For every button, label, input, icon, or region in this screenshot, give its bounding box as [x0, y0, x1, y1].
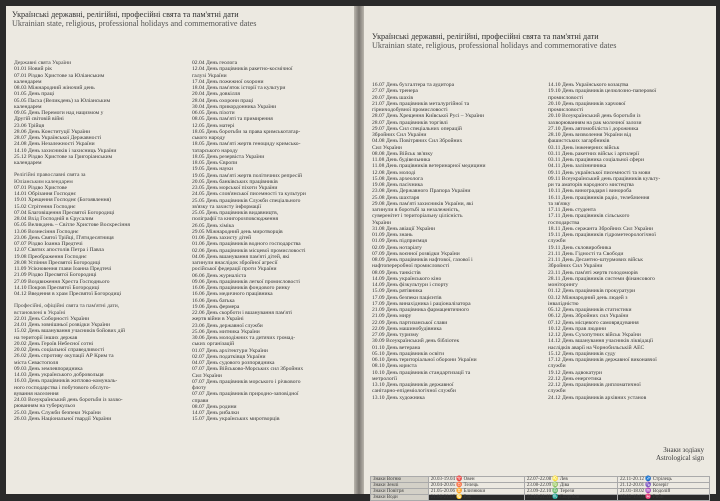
zodiac-sign-cell: 23.08-22.09 ♍ Діва: [524, 483, 617, 489]
date-entry: ного господарства і побутового обслуго-: [14, 384, 111, 391]
date-entry: Сил України: [372, 144, 402, 151]
date-entry: 04.11 День залізничника: [548, 163, 607, 170]
section-heading: Державні свята України: [14, 60, 72, 66]
date-entry: 30.09 Всеукраїнський день бібліотек: [372, 338, 460, 345]
date-entry: 03.12 Міжнародний день людей з: [548, 294, 628, 301]
zodiac-sign-cell: 23.10-21.11 ♏ Скорпіон: [524, 495, 617, 501]
date-entry: 08.10 День юриста: [372, 363, 417, 370]
date-entry: 10.10 День працівників стандартизації та: [372, 369, 471, 376]
zodiac-sign-cell: 21.05-20.06 ♊ Близнюки: [428, 489, 524, 495]
date-entry: 17.09 День винахідника і раціоналізатора: [372, 300, 471, 307]
zodiac-sign-cell: 22.11-20.12 ♐ Стрілець: [618, 477, 710, 483]
date-entry: 22.01 День Соборності України: [14, 315, 90, 322]
date-entry: 19.01 Хрещення Господнє (Богоявлення): [14, 197, 112, 204]
date-entry: 31.08 День авіації України: [372, 225, 435, 232]
date-entry: галузі України: [192, 72, 227, 79]
date-entry: 14.10 День Українського козацтва: [548, 82, 629, 88]
date-entry: ського народу: [192, 135, 226, 141]
date-entry: інвалідністю: [548, 300, 579, 307]
zodiac-element-label: Знаки Землі: [371, 483, 429, 489]
date-entry: загинули в боротьбі за незалежність,: [372, 207, 460, 213]
date-entry: господарства: [548, 219, 580, 226]
date-entry: 06.06 День журналіста: [192, 272, 247, 279]
date-entry: Сил України: [192, 372, 222, 379]
date-entry: 20.10 Всеукраїнський день боротьби із: [548, 113, 641, 120]
date-entry: 18.04 День пам'яток історії та культури: [192, 85, 286, 91]
date-entry: Другій світовій війні: [14, 116, 64, 123]
date-entry: флоту: [192, 385, 207, 391]
section-heading: Релігійні православні свята за: [14, 172, 86, 179]
date-entry: 22.09 День машинобудівника: [372, 325, 442, 332]
date-entry: 04.12 Введення в храм Пресвятої Богородиці: [14, 291, 122, 297]
date-entry: 09.05 День Перемоги над нацизмом у: [14, 110, 104, 116]
date-entry: вування населення: [14, 390, 59, 397]
date-entry: 01.09 День знань: [372, 232, 413, 238]
date-entry: наслідків аварії на Чорнобильській АЕС: [548, 344, 645, 351]
date-entry: 14.09 День фізкультури і спорту: [372, 282, 449, 288]
date-entry: служби: [548, 238, 566, 245]
date-entry: 01.10 День ветерана: [372, 344, 421, 351]
header-title-ua: Українські державні, релігійні, професійні свята та пам'ятні дати: [12, 10, 239, 19]
section-heading: Юліанським календарем: [14, 178, 73, 185]
date-entry: поліграфії та книгорозповсюдження: [192, 216, 279, 223]
date-entry: 11.08 День будівельника: [372, 157, 431, 163]
date-entry: 28.07 День Української Державності: [14, 135, 102, 141]
date-entry: ських організацій: [192, 341, 235, 348]
date-entry: 12.12 День Сухопутних військ України: [548, 332, 641, 338]
date-entry: 25.03 День Служби безпеки України: [14, 409, 101, 416]
date-entry: рюванням на туберкульоз: [14, 403, 76, 410]
date-entry: 15.02 День вшанування учасників бойових дій: [14, 328, 126, 335]
date-entry: 16.06 День батька: [192, 297, 235, 304]
date-entry: 02.06 День працівників місцевої промисловості: [192, 247, 306, 254]
date-entry: 17.11 День працівників сільського: [548, 213, 630, 220]
zodiac-row: [371, 495, 710, 501]
date-entry: Збройних Сил України: [548, 263, 603, 270]
date-entry: 01.06 День працівників водного господарства: [192, 241, 301, 248]
date-entry: 19.08 Преображення Господнє: [14, 253, 87, 260]
date-entry: татарського народу: [192, 147, 238, 154]
date-entry: 17.12 День працівників державної виконавчої: [548, 357, 657, 363]
date-entry: та зв'язку: [548, 200, 571, 207]
right-page-header: [372, 32, 708, 50]
date-entry: 09.03 День землевпорядника: [14, 365, 83, 372]
date-entry: 01.01 Новий рік: [14, 66, 52, 73]
date-entry: 07.04 Благовіщення Пресвятої Богородиці: [14, 209, 115, 216]
zodiac-sign-cell: 21.06-21.07 ♋ Рак: [428, 495, 524, 501]
date-entry: 09.06 День працівників легкої промисловості: [192, 278, 300, 285]
date-entry: промисловості: [548, 107, 584, 113]
header-title-en: Ukrainian state, religious, professional holidays and commemorative dates: [372, 41, 617, 50]
date-entry: 27.09 Воздвиження Хреста Господнього: [14, 278, 110, 285]
date-entry: 29.05 Міжнародний день миротворців: [192, 228, 283, 235]
date-entry: 25.05 День працівників видавництв,: [192, 210, 279, 216]
date-entry: 07.07 День Військово-Морських сил Збройних: [192, 366, 304, 373]
date-entry: 04.06 День вшанування пам'яті дітей, які: [192, 253, 290, 260]
date-entry: 09.11 День української писемності та мови: [548, 169, 651, 176]
zodiac-title-ua: Знаки зодіаку: [663, 446, 704, 454]
date-entry: 23.06 День Святої Трійці, П'ятидесятниця: [14, 234, 114, 241]
date-entry: 21.09 Різдво Пресвятої Богородиці: [14, 272, 97, 279]
date-entry: 15.07 День українських миротворців: [192, 416, 280, 423]
date-entry: 12.07 Святих апостолів Петра і Павла: [14, 247, 104, 254]
date-entry: 23.11 День пам'яті жертв голодоморів: [548, 269, 638, 276]
date-entry: 06.05 День піхоти: [192, 110, 235, 116]
date-entry: 07.07 Різдво Іоанна Предтечі: [14, 241, 83, 247]
zodiac-title-en: Astrological sign: [655, 454, 704, 462]
zodiac-sign-cell: 20.04-20.05 ♉ Телець: [428, 483, 524, 489]
left-page-header: [12, 10, 348, 28]
date-entry: 29.07 День Сил спеціальних операцій: [372, 125, 462, 132]
date-entry: 17.09 День безпеки пацієнтів: [372, 294, 442, 301]
date-entry: 28.11 День працівників системи фінансового: [548, 275, 655, 282]
date-entry: 22.06 День скорботи і вшанування пам'яті: [192, 310, 292, 316]
date-entry: 27.09 День туризму: [372, 332, 419, 338]
date-entry: 20.02 День соціальної справедливості: [14, 347, 105, 353]
date-entry: 18.11 День сержанта Збройних Сил України: [548, 225, 653, 232]
date-entry: 15.02 Стрітення Господнє: [14, 203, 76, 210]
date-entry: 02.09 День нотаріату: [372, 244, 422, 251]
date-entry: календарем: [14, 78, 42, 85]
date-entry: 16.03 День працівників житлово-комуналь-: [14, 378, 118, 385]
date-entry: 22.09 День партизанської слави: [372, 319, 448, 326]
date-entry: 28.08 Успіння Пресвятої Богородиці: [14, 259, 101, 266]
date-entry: 08.08 День Військ зв'язку: [372, 150, 433, 157]
zodiac-table: [370, 476, 710, 501]
date-entry: 20.04 День довкілля: [192, 91, 241, 98]
date-entry: 09.11 Всеукраїнський день працівників культу-: [548, 175, 661, 182]
zodiac-sign-cell: 23.09-22.10 ♎ Терези: [524, 489, 617, 495]
right-column-1: [372, 82, 542, 401]
date-entry: 01.12 День працівників прокуратури: [548, 288, 636, 295]
date-entry: 01.07 День архітектури України: [192, 347, 268, 354]
date-entry: російської федерації проти України: [192, 266, 277, 273]
date-entry: календарем: [14, 160, 42, 166]
zodiac-sign-cell: 19.02-19.03 ♓ Риби: [618, 495, 710, 501]
zodiac-sign-cell: 22.07-22.08 ♌ Лев: [524, 477, 617, 483]
date-entry: гірничодобувної промисловості: [372, 107, 448, 113]
date-entry: 30.06 День молодіжних та дитячих громад-: [192, 335, 296, 341]
date-entry: України: [372, 219, 392, 226]
date-entry: служби: [548, 388, 566, 395]
date-entry: промисловості: [548, 94, 584, 101]
date-entry: 04.08 День Повітряних Сил Збройних: [372, 138, 463, 145]
date-entry: 24.01 День зовнішньої розвідки України: [14, 322, 111, 328]
date-entry: 06.10 День територіальної оборони України: [372, 357, 477, 363]
date-entry: 17.04 День пожежної охорони: [192, 78, 264, 85]
date-entry: календарем: [14, 103, 42, 110]
zodiac-element-label: Знаки Повітря: [371, 489, 429, 495]
date-entry: 12.05 День матері: [192, 122, 235, 129]
date-entry: 07.09 День воєнної розвідки України: [372, 250, 460, 257]
date-entry: 18.05 День Європи: [192, 160, 238, 166]
date-entry: 03.11 День інженерних військ: [548, 144, 620, 151]
date-entry: суверенітет і територіальну цілісність: [372, 213, 463, 220]
date-entry: 24.03 Всеукраїнський день боротьби із захво-: [14, 397, 123, 403]
date-entry: 25.12 Різдво Христове за Григоріанським: [14, 153, 113, 160]
date-entry: метрології: [372, 375, 398, 382]
date-entry: 24.05 День слов'янської писемності та культури: [192, 191, 306, 198]
date-entry: 05.05 Пасха (Великдень) за Юліанським: [14, 97, 111, 104]
date-entry: фашистських загарбників: [548, 138, 610, 145]
date-entry: 05.12 День працівників статистики: [548, 307, 632, 313]
date-entry: 23.05 День морської піхоти України: [192, 185, 278, 191]
date-entry: зв'язку та захисту інформації: [192, 203, 262, 210]
header-title-ua: Українські державні, релігійні, професійні свята та пам'ятні дати: [372, 32, 599, 41]
date-entry: 26.05 День хіміка: [192, 222, 234, 229]
date-entry: 14.10 День захисників і захисниць України: [14, 147, 117, 154]
date-entry: загинули внаслідок збройної агресії: [192, 260, 278, 266]
date-entry: моніторингу: [548, 282, 578, 288]
date-entry: міста Севастополя: [14, 359, 59, 366]
date-entry: 14.07 День рибалки: [192, 410, 239, 416]
date-entry: 01.05 День праці: [14, 91, 55, 98]
date-entry: 19.12 День адвокатури: [548, 369, 602, 376]
date-entry: ри та аматорів народного мистецтва: [548, 182, 634, 188]
date-entry: 18.05 День боротьби за права кримськотатар-: [192, 128, 301, 135]
date-entry: 07.07 День працівників морського і річкового: [192, 378, 301, 385]
zodiac-title: [656, 446, 704, 462]
date-entry: 26.02 День спротиву окупації АР Крим та: [14, 353, 114, 360]
date-entry: 21.07 День працівників металургійної та: [372, 100, 470, 107]
date-entry: 15.12 День працівників суду: [548, 350, 616, 357]
date-entry: 05.10 День працівників освіти: [372, 350, 445, 357]
header-title-en: Ukrainian state, religious, professional holidays and commemorative dates: [12, 19, 257, 28]
date-entry: 28.07 День Хрещення Київської Русі – України: [372, 113, 485, 120]
date-entry: 13.10 День художника: [372, 394, 425, 401]
date-entry: 08.05 День пам'яті та примирення: [192, 116, 273, 123]
date-entry: 28.04 Вхід Господній в Єрусалим: [14, 216, 94, 222]
date-entry: 21.09 День миру: [372, 313, 412, 320]
date-entry: нафтопереробної промисловості: [372, 263, 450, 270]
date-entry: на території інших держав: [14, 334, 78, 341]
section-heading: Професійні, офіційні свята та пам'ятні дати,: [14, 303, 120, 310]
date-entry: 01.06 День захисту дітей: [192, 235, 252, 241]
date-entry: 07.12 День місцевого самоврядування: [548, 319, 639, 326]
date-entry: 06.12 День Збройних сил України: [548, 313, 629, 320]
date-entry: 24.08 День Незалежності України: [14, 141, 95, 148]
left-column-1: [14, 60, 182, 422]
left-column-2: [192, 60, 352, 423]
date-entry: 16.06 День медичного працівника: [192, 291, 273, 298]
date-entry: 25.08 День шахтаря: [372, 194, 420, 201]
date-entry: 28.10 День визволення України від: [548, 132, 632, 138]
date-entry: 19.08 День пасічника: [372, 182, 423, 188]
zodiac-sign-cell: 20.03-19.04 ♈ Овен: [428, 477, 524, 483]
date-entry: 02.07 День податківця України: [192, 353, 266, 360]
date-entry: 27.07 День тренера: [372, 88, 418, 95]
date-entry: 21.09 День працівника фармацевтичного: [372, 307, 470, 313]
date-entry: 30.04 День прикордонника України: [192, 103, 277, 110]
date-entry: 03.11 День ракетних військ і артилерії: [548, 150, 640, 157]
date-entry: 08.09 День танкістів: [372, 269, 421, 276]
date-entry: 08.03 Міжнародний жіночий день: [14, 85, 95, 91]
date-entry: 14.12 День вшанування учасників ліквідації: [548, 338, 654, 345]
date-entry: 12.08 День молоді: [372, 169, 416, 176]
date-entry: 05.05 Великдень – Світле Христове Воскресіння: [14, 222, 130, 229]
book-spine: [354, 6, 364, 494]
date-entry: 15.09 День рятівника: [372, 288, 423, 295]
date-entry: 21.11 День Гідності та Свободи: [548, 250, 624, 257]
date-entry: 08.07 День родини: [192, 403, 237, 410]
date-entry: 07.07 День працівників природно-заповідної: [192, 391, 299, 398]
date-entry: служби: [548, 363, 566, 370]
date-entry: 19.05 День пам'яті жертв політичних репресій: [192, 172, 302, 179]
date-entry: 17.11 День студента: [548, 207, 596, 213]
date-entry: 25.05 День працівників Служби спеціального: [192, 197, 301, 204]
date-entry: 29.08 День пам'яті захисників України, які: [372, 200, 474, 207]
zodiac-element-label: Знаки Вогню: [371, 477, 429, 483]
date-entry: 11.09 Усікновення глави Іоанна Предтечі: [14, 266, 112, 272]
date-entry: 08.09 День працівників нафтової, газової і: [372, 257, 473, 263]
date-entry: справи: [192, 397, 209, 404]
date-entry: 18.05 День резервіста України: [192, 153, 265, 160]
zodiac-sign-cell: 21.01-18.02 ♒ Водолій: [618, 489, 710, 495]
date-entry: 10.12 День прав людини: [548, 325, 607, 332]
date-entry: 07.01 Різдво Христове за Юліанським: [14, 72, 105, 79]
date-entry: 18.05 День пам'яті жертв геноциду кримсько-: [192, 141, 301, 148]
date-entry: 13.10 День працівників державної: [372, 382, 454, 388]
date-entry: 20.05 День банківських працівників: [192, 178, 278, 185]
date-entry: 04.07 День судового розпорядника: [192, 360, 275, 366]
zodiac-element-label: Знаки Води: [371, 495, 429, 501]
date-entry: 28.06 День Конституції України: [14, 128, 91, 135]
date-entry: 24.12 День працівників архівних установ: [548, 394, 647, 401]
date-entry: 28.07 День працівників торгівлі: [372, 119, 448, 126]
date-entry: Збройних Сил України: [372, 132, 427, 138]
date-entry: 20.07 День шахів: [372, 94, 414, 101]
right-column-2: [548, 82, 712, 401]
date-entry: 19.10 День працівників целюлозно-паперової: [548, 88, 657, 95]
date-entry: 12.04 День працівників ракетно-космічної: [192, 66, 293, 73]
date-entry: 20.02 День Героїв Небесної сотні: [14, 340, 94, 347]
date-entry: 19.05 День науки: [192, 166, 233, 173]
date-entry: 20.10 День працівників харчової: [548, 100, 626, 107]
date-entry: 23.06 День державної служби: [192, 322, 263, 329]
date-entry: 07.01 Різдво Христове: [14, 184, 67, 191]
section-heading: встановлені в Україні: [14, 309, 66, 316]
left-page: [6, 6, 354, 494]
date-entry: 11.08 День працівників ветеринарної медицини: [372, 163, 486, 170]
date-entry: 03.11 День працівника соціальної сфери: [548, 157, 644, 163]
date-entry: 16.07 День бухгалтера та аудитора: [372, 82, 455, 88]
date-entry: 22.12 День енергетика: [548, 375, 602, 382]
date-entry: 01.09 День підприємця: [372, 238, 427, 245]
date-entry: санітарно-епідеміологічної служби: [372, 388, 456, 395]
date-entry: 26.03 День Національної гвардії України: [14, 415, 112, 422]
date-entry: 27.10 День автомобіліста і дорожника: [548, 125, 639, 132]
date-entry: 14.03 День українського добровольця: [14, 372, 104, 378]
date-entry: 14.01 Обрізання Господнє: [14, 191, 76, 197]
date-entry: 28.04 День охорони праці: [192, 97, 254, 104]
date-entry: 19.06 День фермера: [192, 303, 240, 310]
date-entry: 16.06 День працівників фондового ринку: [192, 285, 291, 291]
date-entry: 19.11 День працівників гідрометеорологічної: [548, 232, 656, 238]
date-entry: 16.11 День працівників радіо, телебачення: [548, 194, 650, 201]
date-entry: 15.08 День археолога: [372, 175, 423, 182]
right-page: [364, 6, 716, 500]
date-entry: 10.11 День виноградаря і винороба: [548, 188, 632, 195]
date-entry: 02.04 День геолога: [192, 60, 238, 66]
date-entry: 21.11 День Десантно-штурмових військ: [548, 257, 644, 263]
date-entry: 14.09 День українського кіно: [372, 275, 442, 282]
date-entry: 25.06 День митника України: [192, 328, 260, 335]
date-entry: 23.08 День Державного Прапора України: [372, 188, 471, 195]
date-entry: жертв війни в Україні: [192, 316, 244, 323]
date-entry: 13.06 Вознесіння Господнє: [14, 228, 79, 235]
date-entry: 14.10 Покров Пресвятої Богородиці: [14, 284, 100, 291]
date-entry: 19.11 День скловиробника: [548, 244, 612, 251]
date-entry: 22.12 День працівників дипломатичної: [548, 382, 641, 388]
zodiac-sign-cell: 21.12-20.01 ♑ Козеріг: [618, 483, 710, 489]
date-entry: 23.06 Трійця: [14, 122, 45, 129]
date-entry: захворюванням на рак молочної залози: [548, 119, 642, 126]
